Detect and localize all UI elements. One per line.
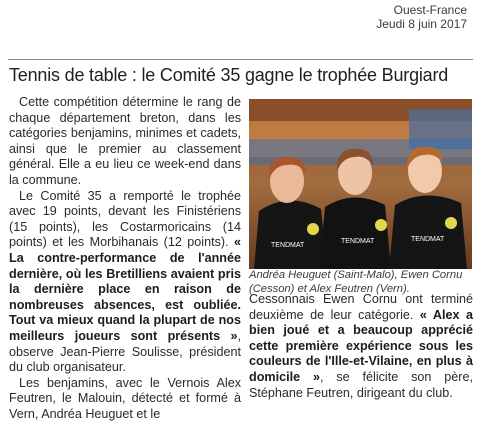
article-headline: Tennis de table : le Comité 35 gagne le trophée Burgiard xyxy=(9,65,449,85)
quote-father: « Alex a bien joué et a beaucoup apprécié cette première expérience sous les couleurs de l'Ille-et-Vilaine, en plus à domicile » xyxy=(249,307,473,384)
team-photo xyxy=(249,99,472,269)
paragraph-intro: Cette compétition détermine le rang de chaque département breton, dans les catégories benjamins, minimes et cadets, ainsi que le premier au classement général. Elle a eu lieu ce week-end dans la commune. xyxy=(9,95,241,187)
left-column xyxy=(9,95,241,422)
second-place-text: Cessonnais Ewen Cornu ont terminé deuxième de leur catégorie. xyxy=(249,292,473,322)
right-column xyxy=(249,292,473,401)
publication-name: Ouest-France xyxy=(393,3,467,17)
shirt-text-left: TENDMAT xyxy=(271,242,305,249)
paragraph-second-place xyxy=(249,292,473,401)
shirt-text-middle: TENDMAT xyxy=(341,238,375,245)
masthead xyxy=(376,3,467,31)
header-rule xyxy=(8,59,473,60)
father-attribution: , se félicite son père, Stéphane Feutren, dirigeant du club. xyxy=(249,369,473,400)
shirt-text-right: TENDMAT xyxy=(411,236,445,243)
publication-date: Jeudi 8 juin 2017 xyxy=(376,17,467,31)
quote-attribution: , observe Jean-Pierre Soulisse, président du club organisateur. xyxy=(9,328,241,375)
paragraph-benjamins: Les benjamins, avec le Vernois Alex Feutren, le Malouin, détecté et formé à Vern, Andréa Heuguet et le xyxy=(9,375,241,421)
quote-president: « La contre-performance de l'année dernière, où les Bretilliens avaient pris la dernière place en raison de nombreuses absences, est oubliée. Tout va mieux quand la plupart de nos meilleurs joueurs sont présents » xyxy=(9,235,241,343)
results-text: Le Comité 35 a remporté le trophée avec 19 points, devant les Finistériens (15 points), les Costarmoricains (14 points) et les Morbihanais (12 points). xyxy=(9,188,241,250)
photo-caption: Andréa Heuguet (Saint-Malo), Ewen Cornu (Cesson) et Alex Feutren (Vern). xyxy=(249,269,463,295)
paragraph-results xyxy=(9,189,241,376)
